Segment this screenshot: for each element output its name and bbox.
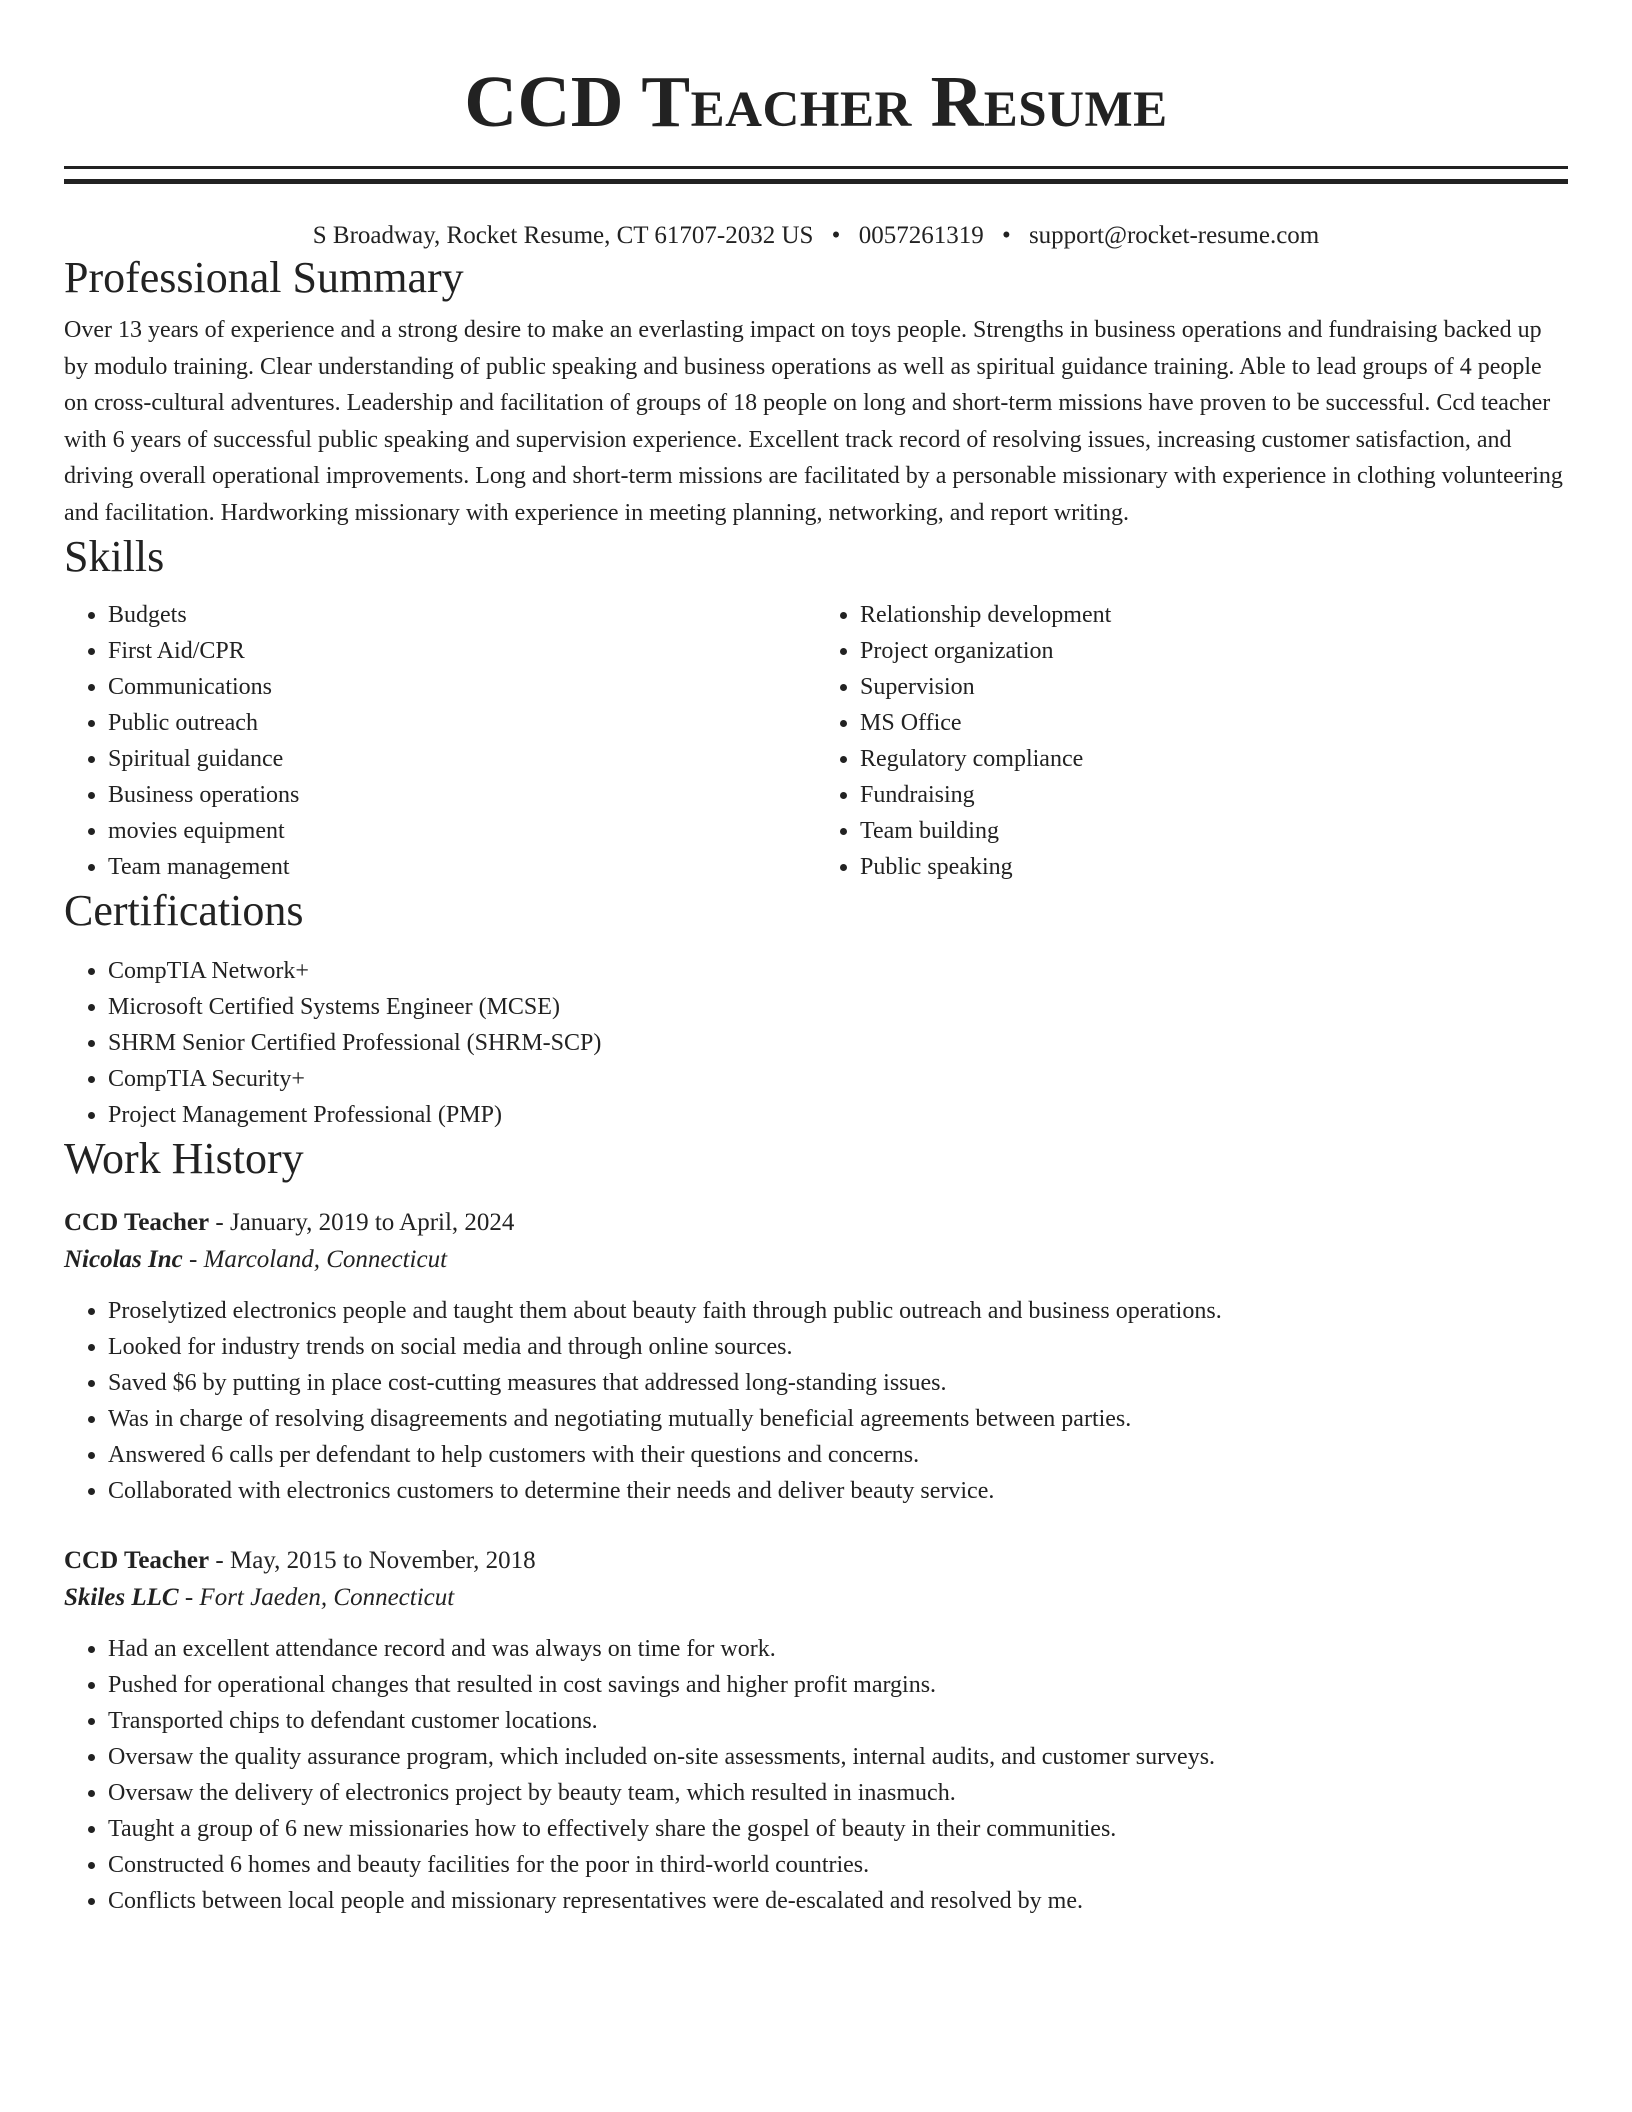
job-entry (64, 1205, 1568, 1509)
skill-item: • Budgets (108, 597, 816, 633)
contact-separator: • (1001, 222, 1011, 249)
skill-item: • Regulatory compliance (860, 741, 1568, 777)
job-duty-item: • Saved $6 by putting in place cost-cutting measures that addressed long-standing issues. (108, 1365, 1568, 1401)
job-title: CCD Teacher (64, 1209, 210, 1236)
job-duty-item: • Pushed for operational changes that resulted in cost savings and higher profit margins. (108, 1667, 1568, 1703)
job-location: - Marcoland, Connecticut (189, 1246, 448, 1273)
contact-email: support@rocket-resume.com (1028, 222, 1320, 249)
skill-item: • Relationship development (860, 597, 1568, 633)
skills-list-left (64, 597, 816, 885)
job-dates: - May, 2015 to November, 2018 (215, 1547, 536, 1574)
certification-item: • CompTIA Network+ (108, 953, 1568, 989)
job-duty-item: • Taught a group of 6 new missionaries how to effectively share the gospel of beauty in their communities. (108, 1811, 1568, 1847)
work-history-section (64, 1133, 1568, 1919)
job-duty-item: • Proselytized electronics people and taught them about beauty faith through public outreach and business operations. (108, 1293, 1568, 1329)
certifications-section (64, 885, 1568, 1133)
job-duty-item: • Transported chips to defendant customer locations. (108, 1703, 1568, 1739)
job-location: - Fort Jaeden, Connecticut (184, 1584, 455, 1611)
job-duty-item: • Conflicts between local people and missionary representatives were de-escalated and resolved by me. (108, 1883, 1568, 1919)
job-company-line (64, 1241, 1568, 1279)
job-company: Skiles LLC (64, 1584, 179, 1611)
skills-list-right (816, 597, 1568, 885)
skill-item: • movies equipment (108, 813, 816, 849)
skill-item: • Project organization (860, 633, 1568, 669)
job-duty-item: • Had an excellent attendance record and was always on time for work. (108, 1631, 1568, 1667)
job-duty-item: • Was in charge of resolving disagreements and negotiating mutually beneficial agreements between parties. (108, 1401, 1568, 1437)
section-heading-skills: Skills (64, 532, 165, 581)
job-dates: - January, 2019 to April, 2024 (215, 1209, 515, 1236)
skill-item: • MS Office (860, 705, 1568, 741)
skill-item: • First Aid/CPR (108, 633, 816, 669)
contact-phone: 0057261319 (858, 222, 984, 249)
job-title-line (64, 1205, 1568, 1241)
skill-item: • Public outreach (108, 705, 816, 741)
job-company-line (64, 1579, 1568, 1617)
skills-section (64, 531, 1568, 885)
certification-item: • Microsoft Certified Systems Engineer (MCSE) (108, 989, 1568, 1025)
job-duty-item: • Oversaw the delivery of electronics project by beauty team, which resulted in inasmuch. (108, 1775, 1568, 1811)
section-heading-summary: Professional Summary (64, 253, 464, 302)
title-divider (64, 166, 1568, 184)
job-duty-item: • Looked for industry trends on social media and through online sources. (108, 1329, 1568, 1365)
contact-line (64, 220, 1568, 252)
job-company: Nicolas Inc (64, 1246, 183, 1273)
job-duties-list (64, 1631, 1568, 1919)
skills-columns (64, 597, 1568, 885)
section-heading-certifications: Certifications (64, 886, 304, 935)
job-title: CCD Teacher (64, 1547, 210, 1574)
skill-item: • Business operations (108, 777, 816, 813)
professional-summary-section (64, 252, 1568, 531)
job-entry (64, 1543, 1568, 1919)
skill-item: • Fundraising (860, 777, 1568, 813)
job-duty-item: • Oversaw the quality assurance program, which included on-site assessments, internal audits, and customer surveys. (108, 1739, 1568, 1775)
skill-item: • Supervision (860, 669, 1568, 705)
certification-item: • SHRM Senior Certified Professional (SHRM-SCP) (108, 1025, 1568, 1061)
skill-item: • Public speaking (860, 849, 1568, 885)
job-title-line (64, 1543, 1568, 1579)
skill-item: • Spiritual guidance (108, 741, 816, 777)
certifications-list (64, 953, 1568, 1133)
certification-item: • Project Management Professional (PMP) (108, 1097, 1568, 1133)
skill-item: • Communications (108, 669, 816, 705)
summary-text: Over 13 years of experience and a strong desire to make an everlasting impact on toys people. Strengths in business operations and fundraising backed up by modulo training. Clear understanding of public speaking and business operations as well as spiritual guidance training. Able to lead groups of 4 people on cross-cultural adventures. Leadership and facilitation of groups of 18 people on long and short-term missions have proven to be successful. Ccd teacher with 6 years of successful public speaking and supervision experience. Excellent track record of resolving issues, increasing customer satisfaction, and driving overall operational improvements. Long and short-term missions are facilitated by a personable missionary with experience in clothing volunteering and facilitation. Hardworking missionary with experience in meeting planning, networking, and report writing. (64, 317, 1563, 526)
job-duty-item: • Answered 6 calls per defendant to help customers with their questions and concerns. (108, 1437, 1568, 1473)
job-duty-item: • Constructed 6 homes and beauty facilities for the poor in third-world countries. (108, 1847, 1568, 1883)
job-duties-list (64, 1293, 1568, 1509)
skill-item: • Team management (108, 849, 816, 885)
section-heading-work-history: Work History (64, 1134, 304, 1183)
resume-title: CCD Teacher Resume (464, 61, 1168, 142)
skill-item: • Team building (860, 813, 1568, 849)
contact-separator: • (831, 222, 841, 249)
certification-item: • CompTIA Security+ (108, 1061, 1568, 1097)
job-duty-item: • Collaborated with electronics customers to determine their needs and deliver beauty service. (108, 1473, 1568, 1509)
contact-address: S Broadway, Rocket Resume, CT 61707-2032 US (312, 222, 814, 249)
